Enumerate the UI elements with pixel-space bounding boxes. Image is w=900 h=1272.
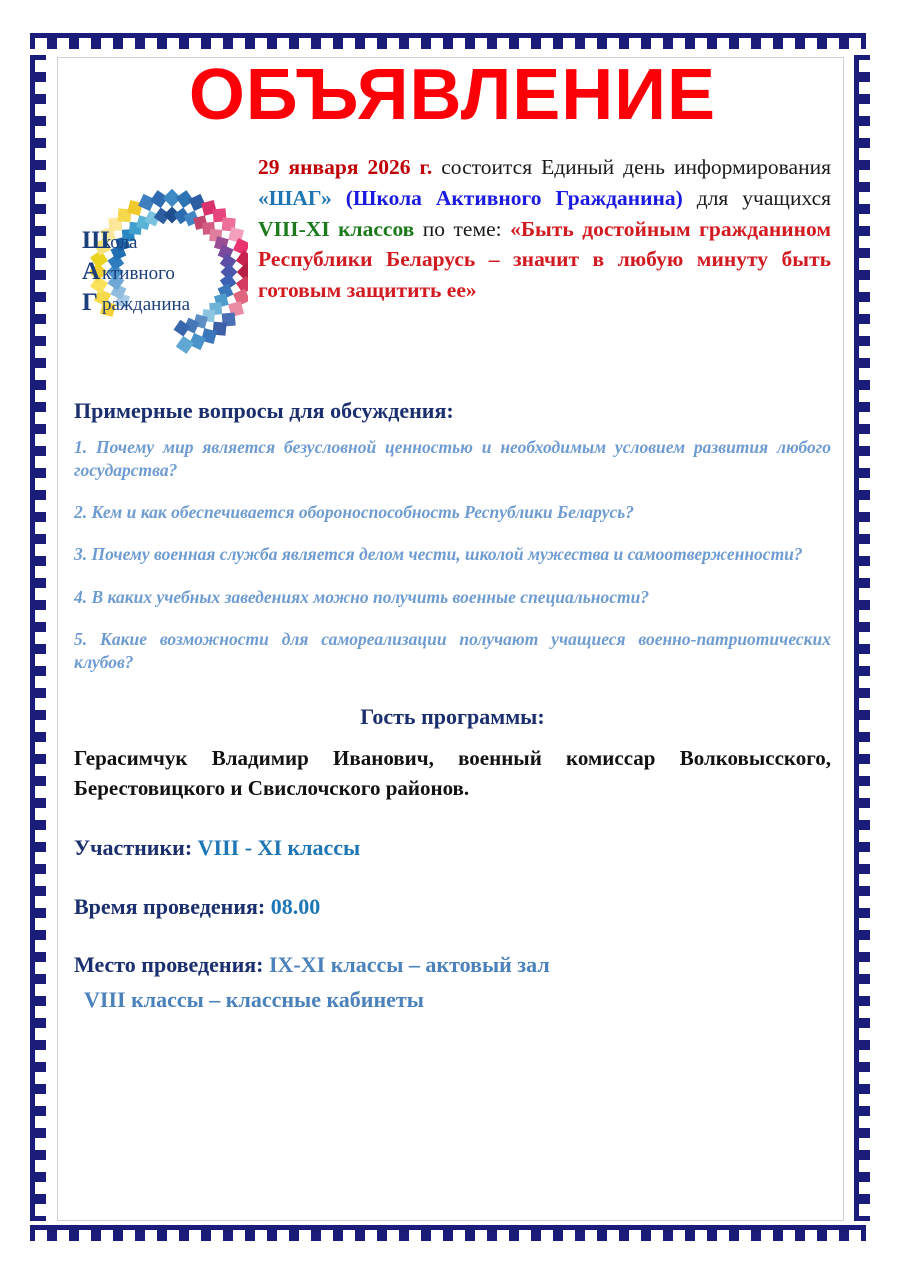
border-bracket-glyph [272, 33, 294, 49]
border-bracket-glyph [30, 847, 46, 869]
border-bracket-glyph [624, 33, 646, 49]
border-bracket-glyph [854, 825, 870, 847]
border-bracket-glyph [854, 693, 870, 715]
border-bracket-glyph [580, 33, 602, 49]
border-bracket-glyph [822, 33, 844, 49]
border-bracket-glyph [30, 781, 46, 803]
border-bracket-glyph [580, 1225, 602, 1241]
border-bracket-glyph [184, 33, 206, 49]
border-bracket-glyph [30, 473, 46, 495]
border-bracket-glyph [854, 1023, 870, 1045]
border-bracket-glyph [854, 143, 870, 165]
participants-value: VIII - XI классы [197, 835, 361, 861]
border-bracket-glyph [30, 869, 46, 891]
border-bracket-glyph [184, 1225, 206, 1241]
border-bracket-glyph [118, 1225, 140, 1241]
border-bracket-glyph [30, 517, 46, 539]
border-bracket-glyph [448, 1225, 470, 1241]
border-bracket-glyph [854, 99, 870, 121]
border-bracket-glyph [854, 121, 870, 143]
event-date: 29 января 2026 г. [258, 154, 433, 179]
border-bracket-glyph [800, 33, 822, 49]
border-bracket-glyph [854, 77, 870, 99]
border-bracket-glyph [470, 1225, 492, 1241]
page-title: ОБЪЯВЛЕНИЕ [188, 55, 717, 135]
border-bracket-glyph [360, 33, 382, 49]
border-bracket-glyph [690, 33, 712, 49]
border-bracket-glyph [228, 33, 250, 49]
border-bracket-glyph [30, 429, 46, 451]
border-bracket-glyph [536, 1225, 558, 1241]
border-bracket-glyph [734, 33, 756, 49]
border-bracket-glyph [30, 1133, 46, 1155]
question-item: 2. Кем и как обеспечивается обороноспособность Республики Беларусь? [74, 502, 634, 523]
border-bracket-glyph [854, 231, 870, 253]
border-bracket-glyph [854, 847, 870, 869]
border-bracket-glyph [854, 253, 870, 275]
event-theme: «Быть достойным гражданином Республики Беларусь – значит в любую минуту быть готовым защитить ее» [258, 216, 831, 303]
border-bracket-glyph [514, 1225, 536, 1241]
logo-line3-rest: ражданина [102, 293, 191, 315]
border-bracket-glyph [404, 1225, 426, 1241]
border-bracket-glyph [448, 33, 470, 49]
border-top-run [30, 33, 866, 49]
border-bracket-glyph [854, 429, 870, 451]
border-bracket-glyph [712, 33, 734, 49]
border-bracket-glyph [74, 33, 96, 49]
border-bracket-glyph [854, 1133, 870, 1155]
border-bracket-glyph [30, 539, 46, 561]
border-bracket-glyph [602, 1225, 624, 1241]
intro-text-3: по теме: [414, 216, 511, 241]
border-bracket-glyph [30, 121, 46, 143]
intro-block [74, 152, 831, 374]
border-bracket-glyph [30, 165, 46, 187]
guest-heading: Гость программы: [360, 704, 545, 730]
border-bracket-glyph [96, 1225, 118, 1241]
border-bracket-glyph [854, 759, 870, 781]
border-bracket-glyph [558, 1225, 580, 1241]
border-bracket-glyph [30, 605, 46, 627]
border-bracket-glyph [30, 187, 46, 209]
border-bracket-glyph [30, 627, 46, 649]
border-bracket-glyph [360, 1225, 382, 1241]
border-bracket-glyph [854, 913, 870, 935]
border-bracket-glyph [140, 1225, 162, 1241]
border-bracket-glyph [854, 517, 870, 539]
border-bracket-glyph [30, 561, 46, 583]
border-bracket-glyph [492, 1225, 514, 1241]
border-bracket-glyph [558, 33, 580, 49]
border-bracket-glyph [30, 253, 46, 275]
border-bracket-glyph [140, 33, 162, 49]
border-bracket-glyph [854, 935, 870, 957]
border-bracket-glyph [30, 803, 46, 825]
border-bracket-glyph [854, 583, 870, 605]
border-bracket-glyph [854, 627, 870, 649]
questions-heading: Примерные вопросы для обсуждения: [74, 397, 454, 423]
participants-line [74, 834, 831, 863]
page-content [74, 55, 832, 1014]
border-bracket-glyph [854, 1199, 870, 1221]
border-bracket-glyph [854, 55, 870, 77]
border-bracket-glyph [30, 1001, 46, 1023]
border-bracket-glyph [854, 1155, 870, 1177]
border-bracket-glyph [30, 715, 46, 737]
border-right-run [854, 55, 870, 1221]
border-bracket-glyph [492, 33, 514, 49]
border-bracket-glyph [854, 1001, 870, 1023]
question-item: 4. В каких учебных заведениях можно получить военные специальности? [74, 586, 650, 607]
border-bracket-glyph [30, 913, 46, 935]
logo-line3-cap: Г [82, 288, 98, 316]
border-bracket-glyph [854, 209, 870, 231]
border-bracket-glyph [854, 561, 870, 583]
border-bracket-glyph [52, 33, 74, 49]
border-bracket-glyph [854, 1177, 870, 1199]
border-bracket-glyph [30, 209, 46, 231]
border-bracket-glyph [30, 671, 46, 693]
border-bracket-glyph [854, 187, 870, 209]
border-bracket-glyph [778, 33, 800, 49]
border-bracket-glyph [854, 363, 870, 385]
border-bracket-glyph [844, 1225, 866, 1241]
border-bracket-glyph [854, 473, 870, 495]
border-bracket-glyph [30, 451, 46, 473]
border-bracket-glyph [30, 693, 46, 715]
border-bracket-glyph [854, 737, 870, 759]
border-bracket-glyph [52, 1225, 74, 1241]
border-bracket-glyph [854, 605, 870, 627]
border-bracket-glyph [854, 715, 870, 737]
border-bracket-glyph [30, 407, 46, 429]
border-bracket-glyph [404, 33, 426, 49]
border-bracket-glyph [382, 33, 404, 49]
border-bracket-glyph [382, 1225, 404, 1241]
border-bracket-glyph [272, 1225, 294, 1241]
border-bracket-glyph [338, 1225, 360, 1241]
logo-ring-tile [176, 335, 194, 353]
time-label: Время проведения: [74, 893, 266, 919]
border-bracket-glyph [162, 1225, 184, 1241]
border-bracket-glyph [822, 1225, 844, 1241]
logo-line2-cap: А [82, 257, 101, 285]
place-line [74, 951, 831, 980]
border-bracket-glyph [294, 1225, 316, 1241]
place-value-primary: IX-XI классы – актовый зал [268, 952, 550, 978]
border-bracket-glyph [228, 1225, 250, 1241]
border-bracket-glyph [30, 1199, 46, 1221]
place-value-secondary: VIII классы – классные кабинеты [84, 986, 424, 1012]
border-bracket-glyph [854, 781, 870, 803]
border-bracket-glyph [646, 33, 668, 49]
border-bracket-glyph [624, 1225, 646, 1241]
border-bracket-glyph [854, 1111, 870, 1133]
border-bracket-glyph [96, 33, 118, 49]
participants-label: Участники: [74, 835, 193, 861]
border-bracket-glyph [854, 275, 870, 297]
logo-line1-rest: кола [102, 231, 138, 253]
border-bracket-glyph [74, 1225, 96, 1241]
border-bracket-glyph [30, 649, 46, 671]
border-bracket-glyph [854, 1089, 870, 1111]
border-bracket-glyph [30, 737, 46, 759]
border-bracket-glyph [668, 33, 690, 49]
border-bracket-glyph [854, 803, 870, 825]
intro-text-2: для учащихся [682, 185, 832, 210]
shag-logo-graphic [80, 174, 248, 370]
target-classes: VIII-XI классов [258, 216, 415, 241]
guest-name-and-role: Герасимчук Владимир Иванович, военный комиссар Волковысского, Берестовицкого и Свислочского районов. [74, 746, 831, 801]
border-bracket-glyph [854, 385, 870, 407]
border-bracket-glyph [426, 33, 448, 49]
border-bracket-glyph [250, 1225, 272, 1241]
border-bracket-glyph [30, 385, 46, 407]
border-bracket-glyph [30, 759, 46, 781]
border-bracket-glyph [30, 33, 52, 49]
border-bracket-glyph [778, 1225, 800, 1241]
border-bracket-glyph [426, 1225, 448, 1241]
border-bracket-glyph [854, 341, 870, 363]
border-bracket-glyph [854, 495, 870, 517]
border-bracket-glyph [206, 1225, 228, 1241]
border-bracket-glyph [854, 297, 870, 319]
border-bracket-glyph [854, 1045, 870, 1067]
shag-abbreviation: «ШАГ» [258, 185, 332, 210]
border-bracket-glyph [30, 275, 46, 297]
border-bracket-glyph [118, 33, 140, 49]
question-item: 1. Почему мир является безусловной ценностью и необходимым условием развития любого государства? [74, 436, 831, 480]
border-bracket-glyph [30, 935, 46, 957]
border-bracket-glyph [854, 165, 870, 187]
border-bracket-glyph [30, 99, 46, 121]
border-bracket-glyph [690, 1225, 712, 1241]
border-left-run [30, 55, 46, 1221]
border-bracket-glyph [646, 1225, 668, 1241]
border-bracket-glyph [30, 1225, 52, 1241]
logo-line1-cap: Ш [82, 226, 110, 254]
border-bracket-glyph [162, 33, 184, 49]
border-bracket-glyph [30, 1155, 46, 1177]
border-bracket-glyph [854, 671, 870, 693]
border-bracket-glyph [30, 891, 46, 913]
question-item: 5. Какие возможности для самореализации получают учащиеся военно-патриотических клубов? [74, 628, 831, 673]
border-bracket-glyph [30, 55, 46, 77]
border-bracket-glyph [30, 1067, 46, 1089]
border-bracket-glyph [854, 649, 870, 671]
border-bracket-glyph [854, 891, 870, 913]
border-bracket-glyph [206, 33, 228, 49]
border-bracket-glyph [536, 33, 558, 49]
border-bracket-glyph [30, 1177, 46, 1199]
intro-space [332, 186, 346, 210]
border-bracket-glyph [30, 1045, 46, 1067]
border-bracket-glyph [30, 825, 46, 847]
border-bracket-glyph [712, 1225, 734, 1241]
time-value: 08.00 [270, 893, 321, 919]
border-bracket-glyph [854, 1067, 870, 1089]
border-bracket-glyph [30, 341, 46, 363]
border-bracket-glyph [854, 539, 870, 561]
border-bottom-run [30, 1225, 866, 1241]
intro-text-1: состоится Единый день информирования [432, 154, 831, 179]
border-bracket-glyph [30, 1111, 46, 1133]
border-bracket-glyph [514, 33, 536, 49]
border-bracket-glyph [30, 583, 46, 605]
border-bracket-glyph [854, 407, 870, 429]
border-bracket-glyph [30, 231, 46, 253]
border-bracket-glyph [316, 1225, 338, 1241]
border-bracket-glyph [30, 495, 46, 517]
border-bracket-glyph [470, 33, 492, 49]
question-item: 3. Почему военная служба является делом чести, школой мужества и самоотверженности? [74, 544, 803, 565]
border-bracket-glyph [854, 979, 870, 1001]
border-bracket-glyph [30, 1089, 46, 1111]
border-bracket-glyph [250, 33, 272, 49]
logo-line2-rest: ктивного [102, 262, 175, 284]
border-bracket-glyph [30, 77, 46, 99]
border-bracket-glyph [30, 143, 46, 165]
border-bracket-glyph [30, 957, 46, 979]
border-bracket-glyph [316, 33, 338, 49]
border-bracket-glyph [854, 869, 870, 891]
border-bracket-glyph [800, 1225, 822, 1241]
place-label: Место проведения: [74, 952, 264, 978]
border-bracket-glyph [844, 33, 866, 49]
border-bracket-glyph [30, 979, 46, 1001]
border-bracket-glyph [854, 957, 870, 979]
border-bracket-glyph [756, 33, 778, 49]
shag-expansion: (Школа Активного Гражданина) [345, 185, 683, 210]
border-bracket-glyph [756, 1225, 778, 1241]
border-bracket-glyph [30, 297, 46, 319]
shag-logo [80, 174, 248, 370]
border-bracket-glyph [602, 33, 624, 49]
border-bracket-glyph [854, 319, 870, 341]
time-line [74, 893, 831, 922]
border-bracket-glyph [30, 363, 46, 385]
border-bracket-glyph [734, 1225, 756, 1241]
border-bracket-glyph [854, 451, 870, 473]
border-bracket-glyph [30, 319, 46, 341]
border-bracket-glyph [294, 33, 316, 49]
border-bracket-glyph [668, 1225, 690, 1241]
border-bracket-glyph [338, 33, 360, 49]
questions-list [74, 436, 831, 675]
border-bracket-glyph [30, 1023, 46, 1045]
